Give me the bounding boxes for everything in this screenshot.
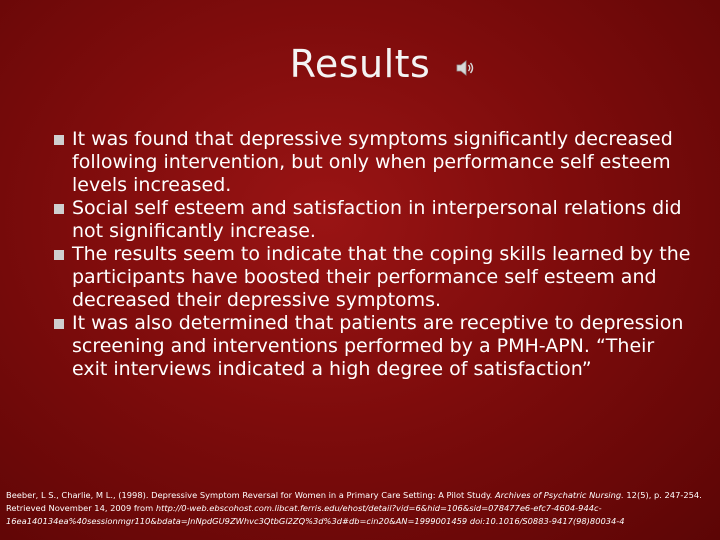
list-item bbox=[52, 197, 692, 243]
bullet-text: Social self esteem and satisfaction in interpersonal relations did not significantly increase. bbox=[72, 197, 682, 242]
citation-url[interactable]: http://0-web.ebscohost.com.libcat.ferris.edu/ehost/detail?vid=6&hid=106&sid=078477e6-efc7-4604-944c-16ea140134ea%40sessionmgr110&bdata=JnNpdGU9ZWhvc3QtbGl2ZQ%3d%3d#db=cin20&AN=1999001459 doi:10.1016/S0883-9417(98)80034-4 bbox=[6, 503, 625, 526]
square-bullet-icon bbox=[54, 204, 64, 214]
citation-volume: 12(5), p. 247-254. Retrieved November 14, 2009 from bbox=[6, 490, 702, 513]
square-bullet-icon bbox=[54, 250, 64, 260]
square-bullet-icon bbox=[54, 135, 64, 145]
bullet-text: The results seem to indicate that the coping skills learned by the participants have boosted their performance self esteem and decreased their depressive symptoms. bbox=[72, 243, 691, 311]
citation-authors: Beeber, L S., Charlie, M L., (1998). Depressive Symptom Reversal for Women in a Primary Care Setting: A Pilot Study. bbox=[6, 490, 495, 500]
citation-journal: Archives of Psychatric Nursing. bbox=[494, 490, 624, 500]
citation bbox=[6, 489, 716, 528]
list-item bbox=[52, 128, 692, 197]
speaker-icon[interactable] bbox=[455, 58, 477, 78]
bullet-list bbox=[52, 128, 692, 381]
list-item bbox=[52, 243, 692, 312]
bullet-text: It was also determined that patients are receptive to depression screening and interventions performed by a PMH-APN. “Their exit interviews indicated a high degree of satisfaction” bbox=[72, 312, 684, 380]
bullet-text: It was found that depressive symptoms significantly decreased following intervention, but only when performance self esteem levels increased. bbox=[72, 128, 673, 196]
slide-title: Results bbox=[289, 42, 431, 86]
square-bullet-icon bbox=[54, 319, 64, 329]
list-item bbox=[52, 312, 692, 381]
